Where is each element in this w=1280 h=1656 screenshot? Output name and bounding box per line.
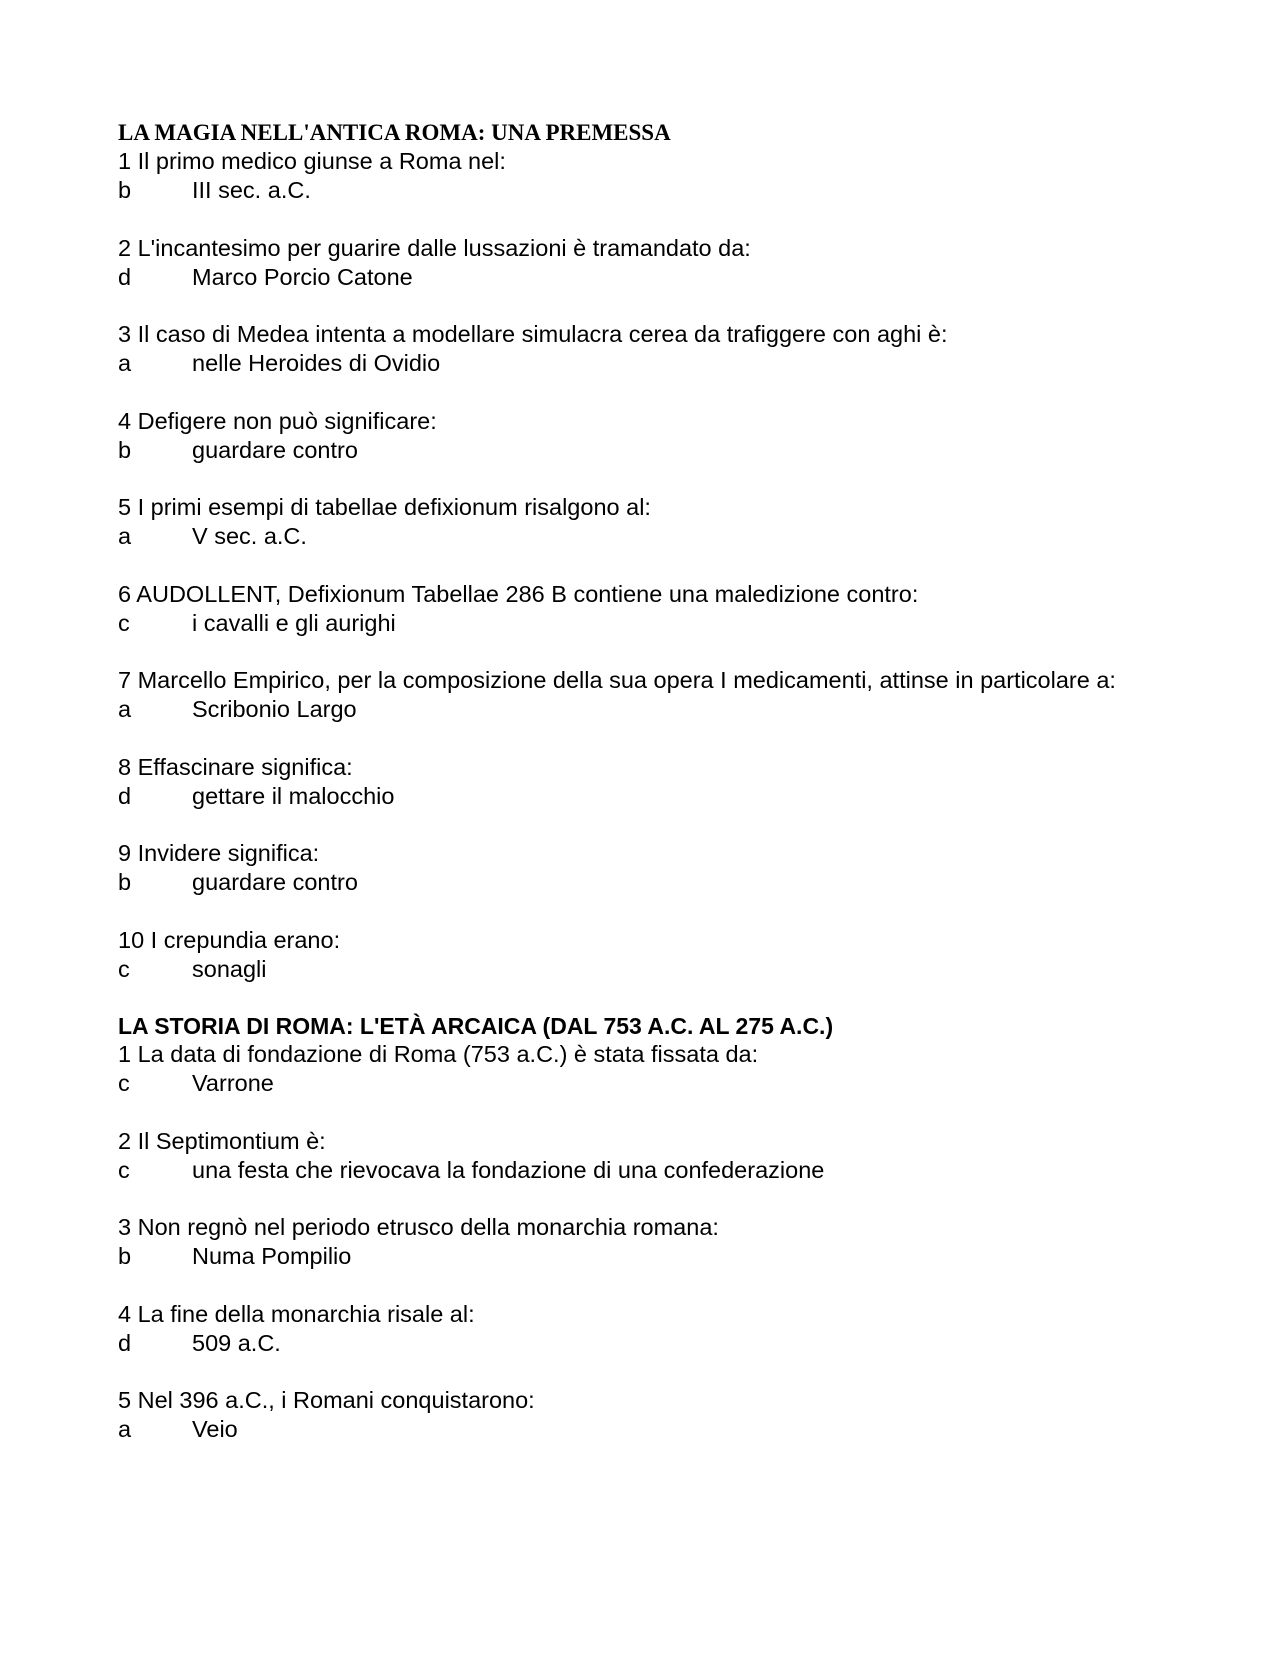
qa-item [118,320,1168,378]
qa-item [118,1040,1168,1098]
qa-item [118,926,1168,984]
answer-letter: c [118,1070,130,1096]
answer-text: Marco Porcio Catone [192,263,413,290]
answer-row [118,868,1168,897]
qa-item [118,1386,1168,1444]
qa-item [118,1300,1168,1358]
answer-letter: d [118,1329,132,1356]
answer-text: guardare contro [192,436,358,463]
qa-item [118,147,1168,205]
answer-text: sonagli [192,955,267,982]
question-text: 7 Marcello Empirico, per la composizione della sua opera I medicamenti, attinse in particolare a: [118,667,1116,693]
qa-item [118,493,1168,551]
answer-row [118,263,1168,292]
answer-letter: c [118,1156,130,1183]
question-text: 9 Invidere significa: [118,840,320,866]
answer-text: Scribonio Largo [192,696,357,722]
answer-text: gettare il malocchio [192,782,395,809]
answer-row [118,436,1168,465]
answer-letter: c [118,609,130,636]
answer-text: una festa che rievocava la fondazione di una confederazione [192,1156,825,1183]
answer-row [118,176,1168,205]
question-text: 8 Effascinare significa: [118,753,353,780]
answer-letter: d [118,263,132,290]
section-storia [118,1012,1168,1444]
answer-letter: a [118,696,132,722]
question-text: 4 Defigere non può significare: [118,407,437,434]
question-text: 2 L'incantesimo per guarire dalle lussazioni è tramandato da: [118,234,751,261]
answer-text: 509 a.C. [192,1329,281,1356]
question-text: 6 AUDOLLENT, Defixionum Tabellae 286 B contiene una maledizione contro: [118,580,919,607]
question-text: 3 Non regnò nel periodo etrusco della monarchia romana: [118,1214,719,1240]
answer-text: Veio [192,1416,238,1442]
answer-text: guardare contro [192,869,358,895]
qa-item [118,234,1168,292]
qa-item [118,753,1168,811]
answer-text: III sec. a.C. [192,177,311,203]
section-magia [118,119,1168,1012]
answer-text: Numa Pompilio [192,1243,352,1269]
answer-row [118,522,1168,551]
section-title: LA MAGIA NELL'ANTICA ROMA: UNA PREMESSA [118,120,671,145]
qa-item [118,580,1168,638]
section-title: LA STORIA DI ROMA: L'ETÀ ARCAICA (DAL 753 A.C. AL 275 A.C.) [118,1013,834,1039]
question-text: 10 I crepundia erano: [118,926,341,953]
answer-text: i cavalli e gli aurighi [192,609,396,636]
answer-letter: b [118,1243,132,1269]
qa-item [118,407,1168,465]
answer-text: V sec. a.C. [192,523,307,549]
answer-row [118,1156,1168,1185]
question-text: 1 Il primo medico giunse a Roma nel: [118,148,506,174]
answer-letter: b [118,436,132,463]
answer-letter: b [118,177,132,203]
question-text: 3 Il caso di Medea intenta a modellare simulacra cerea da trafiggere con aghi è: [118,321,948,347]
answer-row [118,955,1168,984]
question-text: 1 La data di fondazione di Roma (753 a.C.) è stata fissata da: [118,1041,759,1067]
answer-row [118,1415,1168,1444]
answer-letter: a [118,350,132,376]
answer-row [118,609,1168,638]
answer-letter: a [118,523,132,549]
answer-row [118,1069,1168,1098]
qa-item [118,1127,1168,1185]
question-text: 5 I primi esempi di tabellae defixionum risalgono al: [118,494,651,520]
answer-row [118,1242,1168,1271]
question-text: 5 Nel 396 a.C., i Romani conquistarono: [118,1387,535,1413]
answer-row [118,782,1168,811]
answer-row [118,1329,1168,1358]
question-text: 4 La fine della monarchia risale al: [118,1300,475,1327]
answer-row [118,695,1168,724]
answer-text: nelle Heroides di Ovidio [192,350,441,376]
qa-item [118,839,1168,897]
answer-letter: b [118,869,132,895]
answer-text: Varrone [192,1070,274,1096]
qa-item [118,1213,1168,1271]
qa-item [118,666,1168,724]
answer-letter: a [118,1416,132,1442]
document-page [118,119,1168,1444]
answer-letter: c [118,955,130,982]
question-text: 2 Il Septimontium è: [118,1127,326,1154]
answer-row [118,349,1168,378]
answer-letter: d [118,782,132,809]
